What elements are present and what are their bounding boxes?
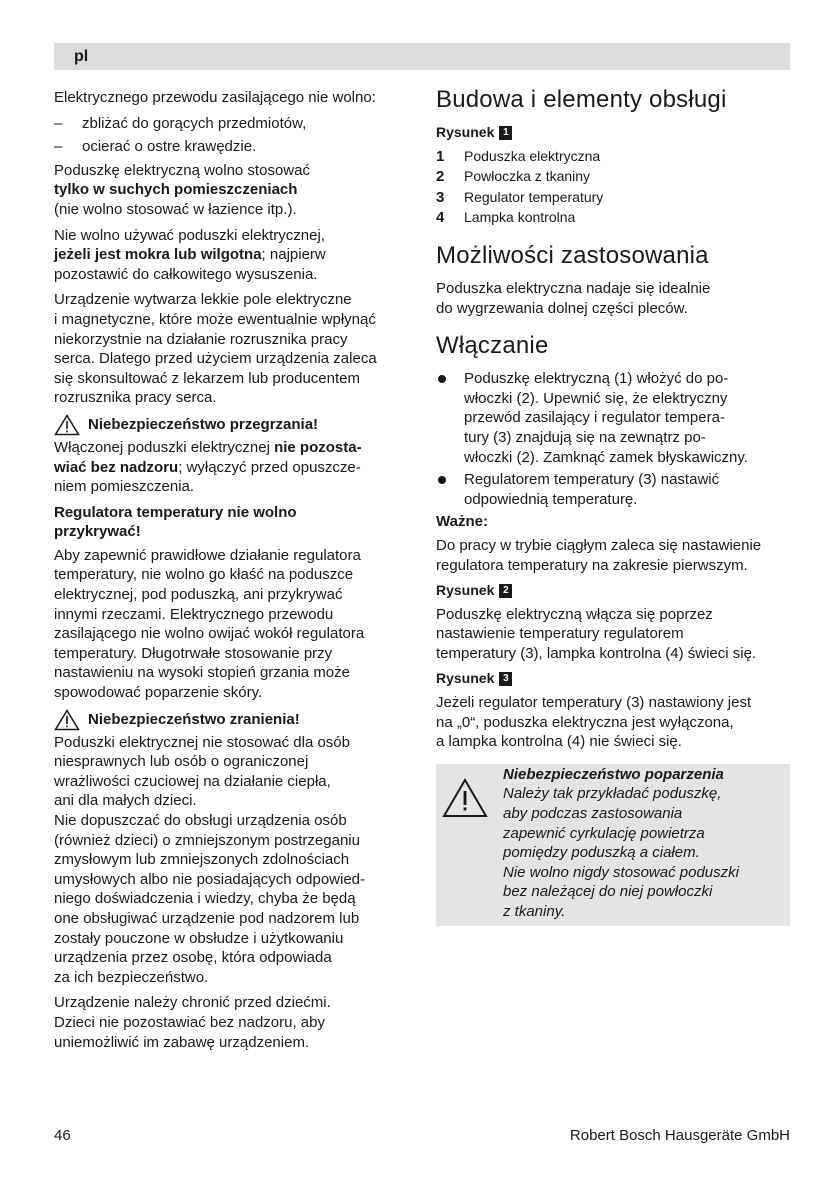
figure-label-2: Rysunek 2 <box>436 581 790 601</box>
burn-caution-box <box>436 764 790 926</box>
cable-intro: Elektrycznego przewodu zasilającego nie wolno: <box>54 89 376 106</box>
list-item: 3 Regulator temperatury <box>436 188 604 206</box>
caution-title: Niebezpieczeństwo poparzenia <box>503 765 724 783</box>
section-title-mozliwosci: Możliwości zastosowania <box>436 241 709 269</box>
overheat-warning-heading: Niebezpieczeństwo przegrzania! <box>54 414 419 436</box>
section-title-wlaczanie: Włączanie <box>436 332 549 360</box>
company-name: Robert Bosch Hausgeräte GmbH <box>569 1127 790 1144</box>
dash-list-item: – ocierać o ostre krawędzie. <box>54 138 257 156</box>
warning-triangle-icon <box>442 778 488 818</box>
figure-3-paragraph: Jeżeli regulator temperatury (3) nastawiony jest na „0“, poduszka elektryczna jest wyłączona, a lampka kontrolna (4) nie świeci się. <box>436 694 752 751</box>
field-paragraph: Urządzenie wytwarza lekkie pole elektryczne i magnetyczne, które może ewentualnie wpłynąć niekorzystnie na działanie rozrusznika pracy serca. Dlatego przed użyciem urządzenia zaleca się skonsultować z lekarzem lub producentem rozrusznika pracy serca. <box>54 291 377 407</box>
children-paragraph: Urządzenie należy chronić przed dziećmi. Dzieci nie pozostawiać bez nadzoru, aby uniemożliwić im zabawę urządzeniem. <box>54 994 331 1051</box>
bullet-icon <box>438 375 446 383</box>
overheat-paragraph: Włączonej poduszki elektrycznej nie pozosta- wiać bez nadzoru; wyłączyć przed opuszcze- niem pomieszczenia. <box>54 438 362 496</box>
parts-list <box>436 147 790 228</box>
figure-label-1: Rysunek 1 <box>436 123 790 143</box>
warning-triangle-icon <box>54 709 80 731</box>
section-title-budowa: Budowa i elementy obsługi <box>436 86 727 113</box>
injury-warning-heading: Niebezpieczeństwo zranienia! <box>54 709 419 731</box>
figure-label-3: Rysunek 3 <box>436 669 790 689</box>
dry-rooms-paragraph: Poduszkę elektryczną wolno stosować tylko w suchych pomieszczeniach (nie wolno stosować w łazience itp.). <box>54 161 310 218</box>
bullet-icon <box>438 476 446 484</box>
right-column <box>436 86 790 926</box>
figure-number-badge: 3 <box>499 672 512 686</box>
list-item: 2 Powłoczka z tkaniny <box>436 168 591 186</box>
left-column <box>54 88 419 1058</box>
bullet-item: Regulatorem temperatury (3) nastawić odpowiednią temperaturę. <box>436 470 790 509</box>
page-number: 46 <box>54 1127 71 1144</box>
list-item: 1 Poduszka elektryczna <box>436 147 601 165</box>
wet-paragraph: Nie wolno używać poduszki elektrycznej, jeżeli jest mokra lub wilgotna; najpierw pozostawić do całkowitego wysuszenia. <box>54 226 326 283</box>
wazne-paragraph: Do pracy w trybie ciągłym zaleca się nastawienie regulatora temperatury na zakresie pierwszym. <box>436 536 762 574</box>
bullet-item: Poduszkę elektryczną (1) włożyć do po- włoczki (2). Upewnić się, że elektryczny przewód zasilający i regulator tempera- tury (3) znajdują się na zewnątrz po- włoczki (2). Zamknąć zamek błyskawiczny. <box>436 369 790 467</box>
regulator-heading: Regulatora temperatury nie wolno przykrywać! <box>54 503 297 541</box>
injury-paragraph: Poduszki elektrycznej nie stosować dla osób niesprawnych lub osób o ograniczonej wrażliwości czuciowej na działanie ciepła, ani dla małych dzieci. Nie dopuszczać do obsługi urządzenia osób (również dzieci) o zmniejszonym postrzeganiu zmysłowym lub zmniejszonych zdolnościach umysłowych albo nie posiadających odpowied- niego doświadczenia i wiedzy, chyba że będą one obsługiwać urządzenie pod nadzorem lub zostały pouczone w obsłudze i użytkowaniu urządzenia przez osobę, która odpowiada za ich bezpieczeństwo. <box>54 733 366 986</box>
figure-2-paragraph: Poduszkę elektryczną włącza się poprzez nastawienie temperatury regulatorem temperatury (3), lampka kontrolna (4) świeci się. <box>436 605 757 662</box>
caution-text: Niebezpieczeństwo poparzenia Należy tak przykładać poduszkę, aby podczas zastosowania zapewnić cyrkulację powietrza pomiędzy poduszką a ciałem. Nie wolno nigdy stosować poduszki bez należącej do niej powłoczki z tkaniny. <box>503 765 783 922</box>
list-item: 4 Lampka kontrolna <box>436 209 576 227</box>
language-header-bar <box>54 43 790 70</box>
warning-triangle-icon <box>54 414 80 436</box>
mozliwosci-paragraph: Poduszka elektryczna nadaje się idealnie do wygrzewania dolnej części pleców. <box>436 279 711 317</box>
figure-number-badge: 2 <box>499 584 512 598</box>
dash-list-item: – zbliżać do gorących przedmiotów, <box>54 114 307 132</box>
wazne-heading: Ważne: <box>436 513 488 531</box>
figure-number-badge: 1 <box>499 126 512 140</box>
regulator-paragraph: Aby zapewnić prawidłowe działanie regulatora temperatury, nie wolno go kłaść na poduszce elektrycznej, pod poduszką, ani przykrywać innymi rzeczami. Elektrycznego przewodu zasilającego nie wolno owijać wokół regulatora temperatury. Długotrwałe stosowanie przy nastawieniu na wysoki stopień grzania może spowodować poparzenie skóry. <box>54 546 365 702</box>
language-label: pl <box>74 48 89 65</box>
